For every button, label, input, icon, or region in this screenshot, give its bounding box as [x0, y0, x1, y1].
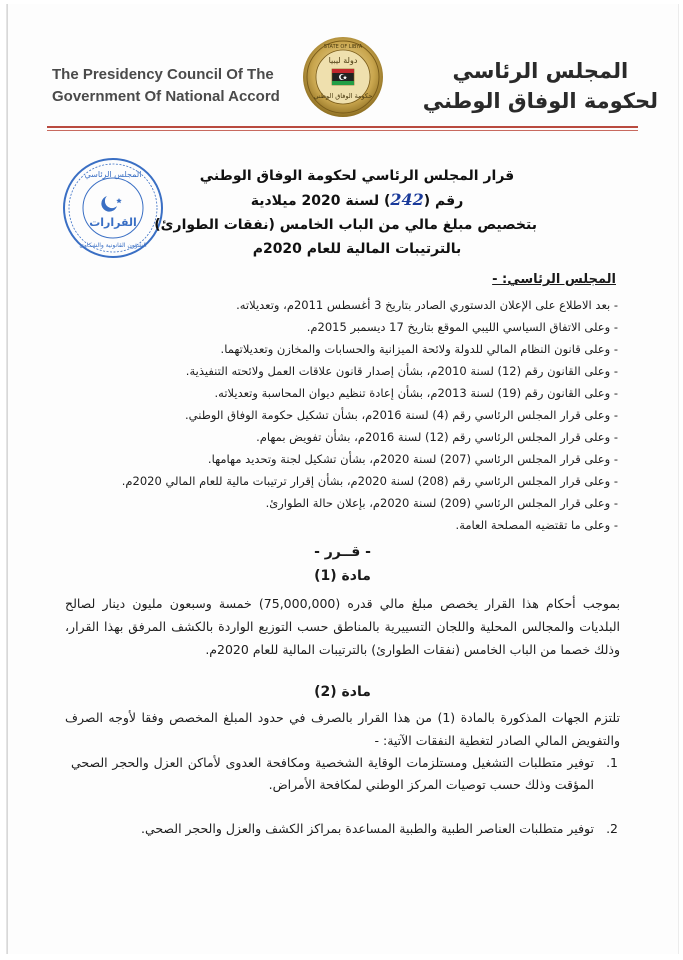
title-line-3: بتخصيص مبلغ مالي من الباب الخامس (نفقات الطوارئ) — [154, 217, 537, 233]
preamble-clauses — [98, 294, 618, 536]
clause-item: - وعلى قرار المجلس الرئاسي رقم (208) لسنة 2020م، بشأن إقرار ترتيبات مالية للعام المالي 2020م. — [121, 474, 618, 488]
clause-item: - وعلى قرار المجلس الرئاسي رقم (12) لسنة 2016م، بشأن تفويض بمهام. — [256, 430, 618, 444]
header-english-line-2: Government Of National Accord — [52, 88, 280, 105]
title-line-2-prefix: رقم ( — [423, 193, 464, 209]
header-arabic-line-2: لحكومة الوفاق الوطني — [422, 89, 658, 113]
header-arabic-line-1: المجلس الرئاسي — [452, 59, 629, 83]
decided-heading: - قــرر - — [314, 544, 371, 560]
clause-item: - وعلى الاتفاق السياسي الليبي الموقع بتاريخ 17 ديسمبر 2015م. — [306, 320, 618, 334]
item-number: 2. — [606, 821, 618, 836]
emblem-bottom-text: حكومة الوفاق الوطني — [313, 92, 373, 100]
page-edge — [7, 4, 8, 954]
clause-item: - وعلى القانون رقم (19) لسنة 2013م، بشأن إعادة تنظيم ديوان المحاسبة وتعديلاته. — [214, 386, 618, 400]
libya-emblem-icon — [302, 36, 384, 118]
title-line-4: بالترتيبات المالية للعام 2020م — [252, 241, 462, 257]
article-1-text: بموجب أحكام هذا القرار يخصص مبلغ مالي قدره (75,000,000) خمسة وسبعون مليون دينار لصالح البلديات والمجالس المحلية واللجان التسييرية بالمناطق حسب التوزيع الواردة بالكشف المرفق بهذا القرار، وذلك خصما من الباب الخامس (نفقات الطوارئ) بالترتيبات المالية للعام 2020م. — [65, 596, 620, 657]
decree-number: 242 — [390, 190, 424, 209]
emblem-top-text: STATE OF LIBYA — [323, 44, 363, 50]
header-arabic-name — [423, 56, 658, 116]
clause-item: - وعلى قرار المجلس الرئاسي رقم (4) لسنة 2016م، بشأن تشكيل حكومة الوفاق الوطني. — [184, 408, 618, 422]
title-line-2 — [177, 188, 537, 213]
title-line-1: قرار المجلس الرئاسي لحكومة الوفاق الوطني — [199, 168, 515, 184]
clause-item: - وعلى ما تقتضيه المصلحة العامة. — [455, 518, 618, 532]
article-2-intro: تلتزم الجهات المذكورة بالمادة (1) من هذا القرار بالصرف في حدود المبلغ المخصص وفقا لأوجه الصرف والتفويض المالي الصادر لتغطية النفقات الآتية: - — [65, 710, 621, 748]
header-divider — [47, 126, 638, 128]
header-english-line-1: The Presidency Council Of The — [52, 66, 274, 83]
header-divider-thin — [47, 130, 638, 131]
article-2-item — [71, 818, 618, 840]
item-text: توفير متطلبات العناصر الطبية والطبية المساعدة بمراكز الكشف والعزل والحجر الصحي. — [140, 821, 594, 836]
title-line-2-suffix: ) لسنة 2020 ميلادية — [250, 193, 391, 209]
article-2-heading: مادة (2) — [314, 684, 371, 700]
article-1-heading: مادة (1) — [314, 568, 371, 584]
document-page — [6, 4, 679, 954]
decree-title — [154, 164, 537, 261]
clause-item: - وعلى قانون النظام المالي للدولة ولائحة الميزانية والحسابات والمخازن وتعديلاتهما. — [220, 342, 618, 356]
stamp-top-text: المجلس الرئاسي — [84, 170, 142, 179]
header-english-name — [52, 64, 280, 108]
article-2-item — [71, 752, 618, 796]
clause-item: - وعلى القانون رقم (12) لسنة 2010م، بشأن إصدار قانون علاقات العمل ولائحته التنفيذية. — [185, 364, 618, 378]
clause-item: - بعد الاطلاع على الإعلان الدستوري الصادر بتاريخ 3 أغسطس 2011م، وتعديلاته. — [236, 298, 618, 312]
emblem-arabic-text: دولة ليبيا — [328, 56, 358, 65]
clause-item: - وعلى قرار المجلس الرئاسي (209) لسنة 2020م، بإعلان حالة الطوارئ. — [265, 496, 618, 510]
official-stamp-icon — [61, 156, 165, 260]
item-number: 1. — [606, 755, 618, 770]
clause-item: - وعلى قرار المجلس الرئاسي (207) لسنة 2020م، بشأن تشكيل لجنة وتحديد مهامها. — [207, 452, 618, 466]
stamp-bottom-text: الشؤون القانونية والشكاوى — [79, 242, 147, 249]
council-heading: المجلس الرئاسي: - — [492, 272, 616, 287]
stamp-middle-text: القرارات — [89, 216, 137, 229]
item-text: توفير متطلبات التشغيل ومستلزمات الوقاية الشخصية ومكافحة العدوى لأماكن العزل والحجر الصحي المؤقت وذلك حسب توصيات المركز الوطني لمكافحة الأمراض. — [71, 755, 594, 792]
